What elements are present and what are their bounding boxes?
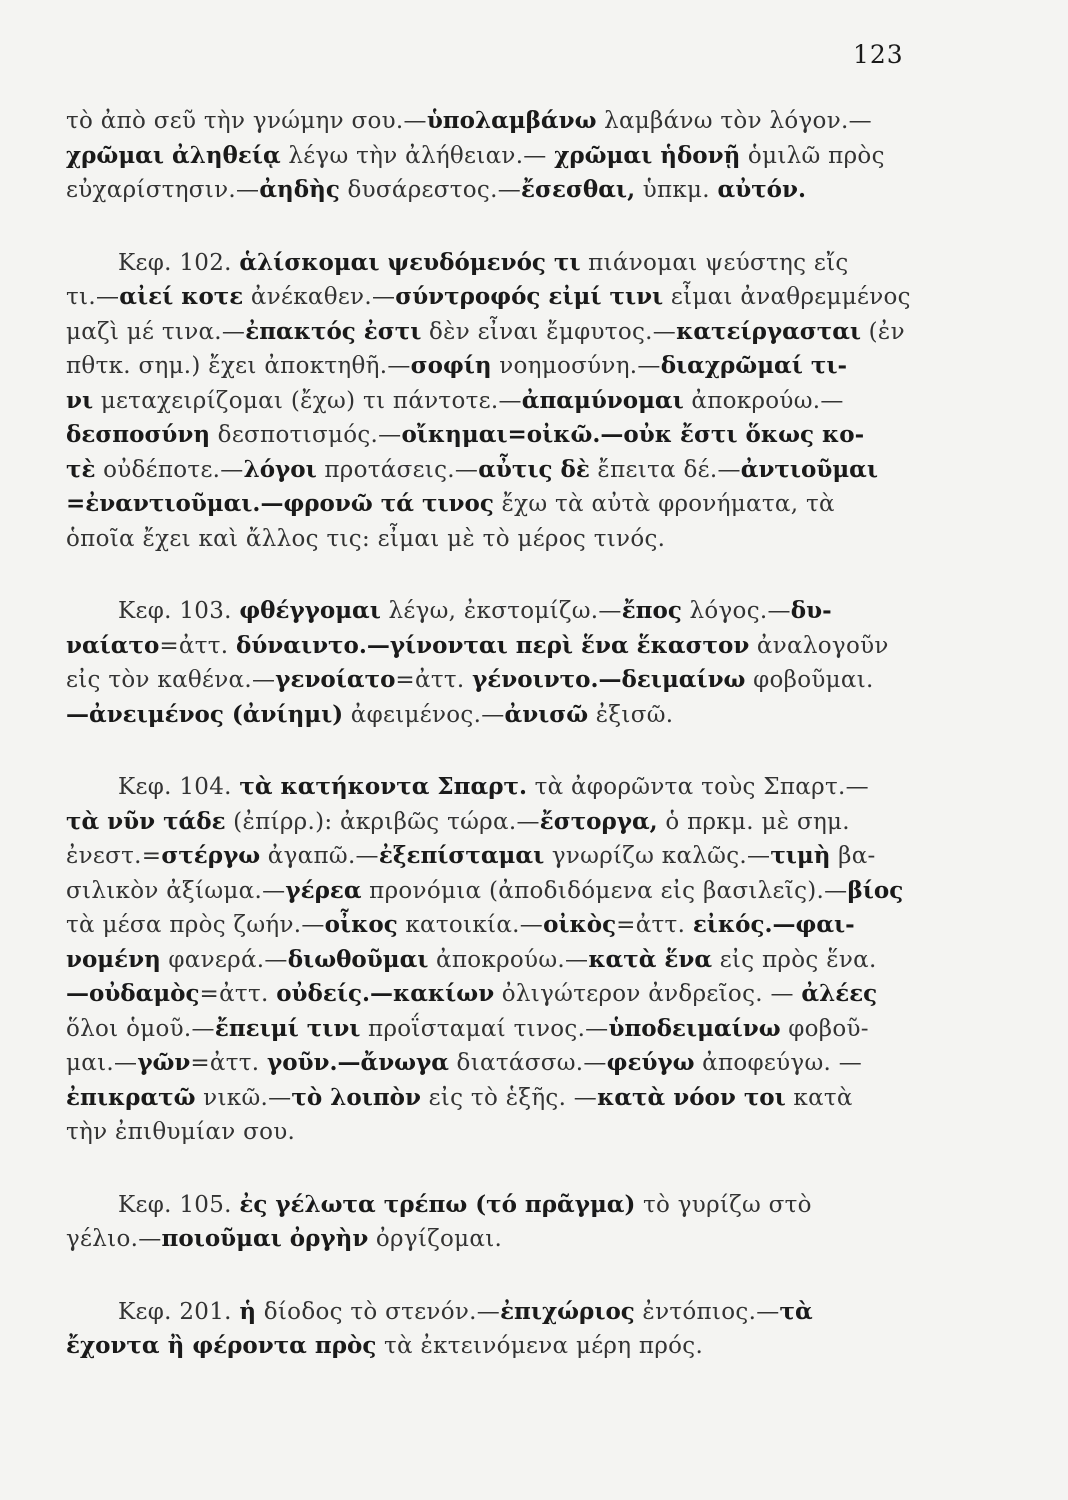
bold-term: τὰ κατήκοντα Σπαρτ. <box>239 773 527 800</box>
text-line <box>66 1012 916 1047</box>
bold-term: τὸ λοιπὸν <box>291 1083 421 1111</box>
text-line <box>66 1329 916 1364</box>
text-line <box>66 698 916 733</box>
paragraph-gap <box>66 1150 916 1188</box>
text-line <box>66 1115 916 1150</box>
gloss-text: ὀργίζομαι. <box>368 1226 503 1252</box>
gloss-text: δίοδος τὸ στενόν.— <box>256 1298 501 1325</box>
gloss-text: ὅλοι ὁμοῦ.— <box>66 1015 215 1042</box>
gloss-text: διατάσσω.— <box>448 1050 607 1076</box>
gloss-text: ὀλιγώτερον ἀνδρεῖος. — <box>494 981 802 1007</box>
gloss-text: Κεφ. 104. <box>118 774 240 800</box>
gloss-text: φοβοῦ- <box>780 1015 869 1042</box>
bold-term: ἀντιοῦμαι <box>740 455 878 483</box>
gloss-text: ἀποκρούω.— <box>683 387 844 414</box>
gloss-text: =ἀττ. <box>159 632 236 659</box>
bold-term: οὐδείς.—κακίων <box>276 980 495 1007</box>
gloss-text: εἰς πρὸς ἕνα. <box>712 946 877 973</box>
bold-term: γοῦν.—ἄνωγα <box>267 1049 449 1076</box>
bold-term: =ἐναντιοῦμαι.—φρονῶ τά τινος <box>66 490 494 517</box>
paragraph <box>66 104 916 208</box>
gloss-text: ἀφειμένος.— <box>343 701 505 728</box>
gloss-text: δεσποτισμός.— <box>210 422 402 448</box>
gloss-text: (ἐν <box>861 318 905 345</box>
paragraph <box>66 1295 916 1364</box>
bold-term: ἐς γέλωτα τρέπω (τό πρᾶγμα) <box>239 1190 636 1218</box>
gloss-text: κατοικία.— <box>397 912 544 938</box>
gloss-text: τὰ ἀφορῶντα τοὺς Σπαρτ.— <box>526 774 869 800</box>
bold-term: διωθοῦμαι <box>287 945 429 973</box>
gloss-text: ἐνεστ.= <box>66 843 162 869</box>
gloss-text: ἐντόπιος.— <box>634 1298 780 1325</box>
gloss-text: γέλιο.— <box>66 1226 162 1252</box>
bold-term: ναίατο <box>66 631 160 659</box>
gloss-text: =ἀττ. <box>395 667 473 693</box>
gloss-text: =ἀττ. <box>616 912 693 938</box>
gloss-text: δὲν εἶναι ἔμφυτος.— <box>421 318 677 345</box>
text-line <box>66 1046 916 1081</box>
paragraph <box>66 1188 916 1257</box>
bold-term: χρῶμαι ἀληθείᾳ <box>66 141 281 169</box>
paragraph-gap <box>66 1257 916 1295</box>
text-line <box>66 418 916 453</box>
paragraph-gap <box>66 732 916 770</box>
gloss-text: ὁ πρκμ. μὲ σημ. <box>657 808 850 835</box>
paragraph-gap <box>66 208 916 246</box>
text-line <box>66 663 916 698</box>
gloss-text: ἔχω τὰ αὐτὰ φρονήματα, τὰ <box>493 491 835 517</box>
bold-term: δύναιντο.—γίνονται περὶ ἕνα ἕκαστον <box>236 631 750 659</box>
gloss-text: λέγω τὴν ἀλήθειαν.— <box>280 142 555 169</box>
text-line <box>66 173 916 208</box>
text-line <box>66 104 916 139</box>
gloss-text: τὴν ἐπιθυμίαν σου. <box>66 1119 296 1145</box>
bold-term: αὖτις δὲ <box>478 455 590 483</box>
gloss-text: ἔπειτα δέ.— <box>589 456 741 483</box>
gloss-text: προνόμια (ἀποδιδόμενα εἰς βασιλεῖς).— <box>361 877 848 904</box>
text-line <box>66 246 916 281</box>
bold-term: τὰ <box>779 1297 813 1325</box>
bold-term: ὑποδειμαίνω <box>608 1014 781 1042</box>
bold-term: οἶκος <box>324 911 398 938</box>
paragraph <box>66 770 916 1150</box>
bold-term: γένοιντο.—δειμαίνω <box>472 666 746 693</box>
bold-term: ἔπειμί τινι <box>214 1014 361 1042</box>
text-line <box>66 1222 916 1257</box>
bold-term: ἔπος <box>621 597 682 624</box>
gloss-text: μαι.— <box>66 1050 138 1076</box>
gloss-text: πιάνομαι ψεύστης εἴς <box>580 249 849 276</box>
gloss-text: =ἀττ. <box>199 981 277 1007</box>
gloss-text: μεταχειρίζομαι (ἔχω) τι πάντοτε.— <box>93 387 522 414</box>
bold-term: γῶν <box>137 1049 191 1076</box>
bold-term: ὑπολαμβάνω <box>426 107 597 134</box>
bold-term: δεσποσύνη <box>66 421 211 448</box>
bold-term: αὐτόν. <box>717 176 806 203</box>
text-body <box>66 104 916 1364</box>
gloss-text: ἀνέκαθεν.— <box>243 284 396 310</box>
gloss-text: ἀποφεύγω. — <box>694 1050 863 1076</box>
gloss-text: ἐξισῶ. <box>588 701 674 728</box>
gloss-text: νικῶ.— <box>195 1084 292 1111</box>
text-line <box>66 594 916 629</box>
gloss-text: βα- <box>830 843 876 869</box>
gloss-text: ἀποκρούω.— <box>428 946 589 973</box>
bold-term: οἴκημαι=οἰκῶ.—οὐκ ἔστι ὅκως κο- <box>401 421 865 448</box>
bold-term: ἡ <box>239 1297 257 1325</box>
text-line <box>66 629 916 664</box>
gloss-text: ἀγαπῶ.— <box>260 843 379 869</box>
bold-term: κατείργασται <box>676 317 862 345</box>
bold-term: —ἀνειμένος (ἀνίημι) <box>66 700 344 728</box>
gloss-text: γνωρίζω καλῶς.— <box>544 843 771 869</box>
bold-term: στέργω <box>161 842 261 869</box>
text-line <box>66 453 916 488</box>
text-line <box>66 908 916 943</box>
bold-term: ἔχοντα ἢ φέροντα πρὸς <box>66 1332 377 1359</box>
bold-term: φεύγω <box>606 1049 695 1076</box>
gloss-text: εὐχαρίστησιν.— <box>66 177 260 203</box>
text-line <box>66 487 916 522</box>
gloss-text: =ἀττ. <box>190 1050 268 1076</box>
text-line <box>66 943 916 978</box>
bold-term: —οὐδαμὸς <box>66 980 200 1007</box>
bold-term: ἔστοργα, <box>539 807 658 835</box>
gloss-text: εἰς τὸν καθένα.— <box>66 667 276 693</box>
gloss-text: Κεφ. 102. <box>118 249 240 276</box>
gloss-text: Κεφ. 201. <box>118 1298 240 1325</box>
gloss-text: τι.— <box>66 284 120 310</box>
bold-term: λόγοι <box>243 455 317 483</box>
gloss-text: λέγω, ἐκστομίζω.— <box>380 598 622 624</box>
bold-term: κατὰ νόον τοι <box>597 1083 786 1111</box>
bold-term: τὰ νῦν τάδε <box>66 807 226 835</box>
text-line <box>66 770 916 805</box>
bold-term: ἐπικρατῶ <box>66 1083 196 1111</box>
gloss-text: φανερά.— <box>160 946 288 973</box>
gloss-text: ὁποῖα ἔχει καὶ ἄλλος τις: εἶμαι μὲ τὸ μέρος τινός. <box>66 525 666 552</box>
gloss-text: ὁμιλῶ πρὸς <box>740 142 885 169</box>
gloss-text: λαμβάνω τὸν λόγον.— <box>596 108 872 134</box>
bold-term: ἀηδὴς <box>259 176 340 203</box>
gloss-text: λόγος.— <box>681 598 791 624</box>
gloss-text: προτάσεις.— <box>316 456 479 483</box>
bold-term: φθέγγομαι <box>239 597 381 624</box>
gloss-text: οὐδέποτε.— <box>95 456 244 483</box>
gloss-text: τὰ μέσα πρὸς ζωήν.— <box>66 912 325 938</box>
gloss-text: τὸ γυρίζω στὸ <box>635 1191 812 1218</box>
bold-term: σύντροφός εἰμί τινι <box>395 283 664 310</box>
gloss-text: ὑπκμ. <box>635 177 718 203</box>
gloss-text: τὰ ἐκτεινόμενα μέρη πρός. <box>376 1333 704 1359</box>
gloss-text: σιλικὸν ἀξίωμα.— <box>66 877 286 904</box>
text-line <box>66 977 916 1012</box>
bold-term: τὲ <box>66 455 96 483</box>
gloss-text: τὸ ἀπὸ σεῦ τὴν γνώμην σου.— <box>66 108 427 134</box>
bold-term: εἰκός.—φαι- <box>692 911 855 938</box>
bold-term: χρῶμαι ἡδονῇ <box>554 141 741 169</box>
bold-term: ποιοῦμαι ὀργὴν <box>161 1225 369 1252</box>
gloss-text: προΐσταμαί τινος.— <box>360 1015 609 1042</box>
bold-term: νομένη <box>66 945 161 973</box>
bold-term: βίος <box>847 876 904 904</box>
bold-term: ἀλέες <box>801 980 878 1007</box>
bold-term: γενοίατο <box>275 666 396 693</box>
text-line <box>66 384 916 419</box>
gloss-text: Κεφ. 103. <box>118 598 240 624</box>
bold-term: ἐπιχώριος <box>500 1297 635 1325</box>
bold-term: ἔσεσθαι, <box>521 176 636 203</box>
gloss-text: εἶμαι ἀναθρεμμένος <box>663 284 911 310</box>
text-line <box>66 522 916 557</box>
text-line <box>66 1081 916 1116</box>
text-line <box>66 280 916 315</box>
text-line <box>66 805 916 840</box>
bold-term: αἰεί κοτε <box>119 283 244 310</box>
text-line <box>66 315 916 350</box>
bold-term: ἀνισῶ <box>504 700 589 728</box>
gloss-text: Κεφ. 105. <box>118 1191 240 1218</box>
bold-term: ἐξεπίσταμαι <box>378 842 545 869</box>
text-line <box>66 1188 916 1223</box>
bold-term: διαχρῶμαί τι- <box>660 352 848 379</box>
bold-term: ἐπακτός ἐστι <box>245 317 422 345</box>
page-number: 123 <box>853 40 904 69</box>
bold-term: γέρεα <box>285 876 362 904</box>
paragraph <box>66 246 916 557</box>
bold-term: σοφίη <box>410 352 492 379</box>
paragraph <box>66 594 916 732</box>
gloss-text: ἀναλογοῦν <box>749 632 889 659</box>
bold-term: δυ- <box>790 597 832 624</box>
gloss-text: (ἐπίρρ.): ἀκριβῶς τώρα.— <box>225 808 540 835</box>
gloss-text: φοβοῦμαι. <box>745 667 874 693</box>
text-line <box>66 139 916 174</box>
gloss-text: εἰς τὸ ἑξῆς. — <box>420 1084 598 1111</box>
gloss-text: δυσάρεστος.— <box>339 177 522 203</box>
gloss-text: κατὰ <box>785 1084 853 1111</box>
bold-term: ἀπαμύνομαι <box>521 386 684 414</box>
bold-term: οἰκὸς <box>543 911 617 938</box>
paragraph-gap <box>66 556 916 594</box>
text-line <box>66 839 916 874</box>
text-line <box>66 1295 916 1330</box>
gloss-text: νοημοσύνη.— <box>491 353 661 379</box>
text-line <box>66 349 916 384</box>
gloss-text: πθτκ. σημ.) ἔχει ἀποκτηθῆ.— <box>66 353 411 379</box>
text-line <box>66 874 916 909</box>
gloss-text: μαζὶ μέ τινα.— <box>66 318 246 345</box>
bold-term: νι <box>66 386 94 414</box>
bold-term: τιμὴ <box>770 842 831 869</box>
bold-term: ἁλίσκομαι ψευδόμενός τι <box>239 248 581 276</box>
bold-term: κατὰ ἕνα <box>588 945 713 973</box>
